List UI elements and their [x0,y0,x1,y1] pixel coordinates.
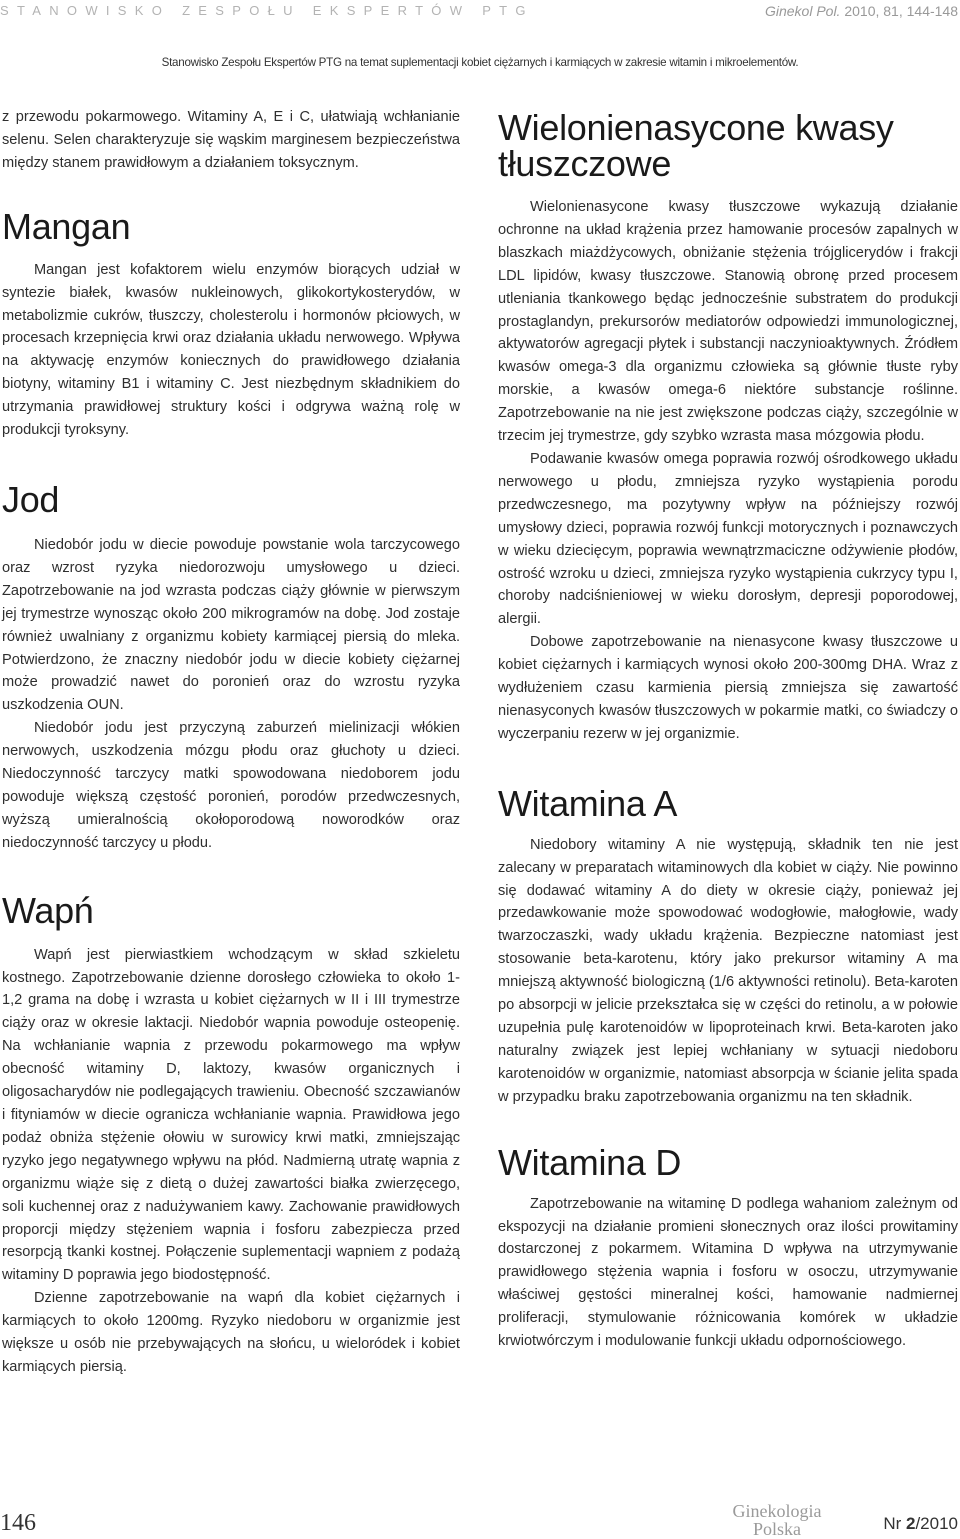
section-heading-witamina-d: Witamina D [498,1141,682,1183]
logo-line-1: Ginekologia [732,1501,822,1521]
journal-citation [765,3,958,19]
wnkt-paragraph-2: Podawanie kwasów omega poprawia rozwój ośrodkowego układu nerwowego u płodu, zmniejsza ryzyko wystąpienia porodu przedwczesnego, ma pozytywny wpływ na późniejszy rozwój umysłowy dzieci, poprawia rozwój funkcji motorycznych i poznawczych w wieku dziecięcym, poprawia wewnątrzmaciczne odżywienie płodów, ostrość wzroku u dzieci, zmniejsza ryzyko wystąpienia cukrzycy typu I, choroby nadciśnieniowej w wieku dorosłym, depresji poporodowej, alergii. [498,450,958,628]
jod-paragraph-1: Niedobór jodu w diecie powoduje powstanie wola tarczycowego oraz wzrost ryzyka niedorozwoju umysłowego u dzieci. Zapotrzebowanie na jod wzrasta podczas ciąży głównie w pierwszym jej trymestrze wynosząc około 200 mikrogramów na dobę. Jod zostaje również uwalniany z organizmu kobiety karmiącej piersią do mleka. Potwierdzono, że znaczny niedobór jodu w diecie kobiety ciężarnej może prowadzić nawet do poronień oraz do wzrostu ryzyka uszkodzenia OUN. [2,536,460,714]
section-heading-wnkt: Wielonienasycone kwasy tłuszczowe [498,107,894,184]
journal-logo [716,1502,838,1538]
issue-number-value: 2 [905,1514,916,1533]
article-subtitle: Stanowisko Zespołu Ekspertów PTG na temat suplementacji kobiet ciężarnych i karmiących w zakresie witamin i mikroelementów. [161,56,799,69]
mangan-paragraph: Mangan jest kofaktorem wielu enzymów biorących udział w syntezie białek, kwasów nukleinowych, glikokortykosterydów, w metabolizmie cukrów, tłuszczy, cholesterolu i hormonów płciowych, w procesach krzepnięcia krwi oraz działania układu nerwowego. Wpływa na aktywację enzymów koniecznych do prawidłowego działania biotyny, witaminy B1 i witaminy C. Jest niezbędnym składnikiem do utrzymania prawidłowej struktury kości i odgrywa ważną rolę w produkcji tyroksyny. [2,261,460,439]
section-heading-jod: Jod [2,478,60,520]
issue-year: /2010 [915,1514,958,1533]
running-title: STANOWISKO ZESPOŁU EKSPERTÓW PTG [0,3,534,18]
wnkt-paragraph-3: Dobowe zapotrzebowanie na nienasycone kwasy tłuszczowe u kobiet ciężarnych i karmiących wynosi około 200-300mg DHA. Wraz z wydłużeniem czasu karmienia piersią zmniejsza się zawartość nienasyconych kwasów tłuszczowych w pokarmie matki, co świadczy o wyczerpaniu rezerw w jej organizmie. [498,634,958,742]
issue-number [883,1514,958,1534]
citation-details: 2010, 81, 144-148 [840,3,958,19]
intro-paragraph: z przewodu pokarmowego. Witaminy A, E i C, ułatwiają wchłanianie selenu. Selen charakteryzuje się wąskim marginesem bezpieczeństwa między stanem prawidłowym a działaniem toksycznym. [2,109,460,171]
witamina-d-paragraph: Zapotrzebowanie na witaminę D podlega wahaniom zależnym od ekspozycji na działanie promieni słonecznych oraz ilości prowitaminy dostarczonej z pokarmem. Witamina D wpływa na utrzymywanie prawidłowego stężenia wapnia i fosforu w osoczu, utrzymywanie właściwej gęstości mineralnej kości, hamowanie nadmiernej proliferacji, stymulowanie różnicowania komórek w układzie krwiotwórczym i modulowanie funkcji układu odpornościowego. [498,1195,958,1350]
section-heading-mangan: Mangan [2,205,131,247]
right-column [498,107,958,1353]
section-heading-wapn: Wapń [2,889,94,931]
jod-paragraph-2: Niedobór jodu jest przyczyną zaburzeń mielinizacji włókien nerwowych, uszkodzenia mózgu płodu oraz głuchoty u dzieci. Niedoczynność tarczycy matki spowodowana niedoborem jodu powoduje większą częstość poronień, porodów przedwczesnych, wyższą umieralnością okołoporodową noworodków oraz niedoczynność tarczycy u płodu. [2,720,460,851]
left-column [2,106,460,1379]
wapn-paragraph-1: Wapń jest pierwiastkiem wchodzącym w skład szkieletu kostnego. Zapotrzebowanie dzienne dorosłego człowieka to około 1-1,2 grama na dobę i wzrasta u kobiet ciężarnych w II i III trymestrze ciąży oraz w okresie laktacji. Niedobór wapnia powoduje osteopenię. Na wchłanianie wapnia z przewodu pokarmowego ma wpływ obecność witaminy D, laktozy, kwasów organicznych i oligosacharydów nie podlegających trawieniu. Obecność szczawianów i fityniamów w diecie ogranicza wchłanianie wapnia. Prawidłowa jego podaż obniża stężenie ołowiu w surowicy krwi matki, zmniejszając ryzyko jego negatywnego wpływu na płód. Nadmierną utratę wapnia z organizmu wiąże się z dietą o dużej zawartości białka zwierzęcego, soli kuchennej oraz z nadużywaniem kawy. Zachowanie prawidłowych proporcji między stężeniem wapnia i fosforu zabezpiecza przed resorpcją tkanki kostnej. Połączenie suplementacji wapniem z podażą witaminy D poprawia jego biodostępność. [2,946,460,1284]
page-number: 146 [0,1510,36,1536]
journal-name: Ginekol Pol. [764,3,841,19]
section-heading-witamina-a: Witamina A [498,782,678,824]
witamina-a-paragraph: Niedobory witaminy A nie występują, składnik ten nie jest zalecany w preparatach witaminowych dla kobiet w ciąży. Nie powinno się dodawać witaminy A do diety w okresie ciąży, ponieważ jej przedawkowanie może spowodować wodogłowie, małogłowie, wady twarzoczaszki, wady układu krążenia. Bezpieczne natomiast jest stosowanie beta-karotenu, który jako prekursor witaminy A ma mniejszą aktywność biologiczną (1/6 aktywności retinolu). Beta-karoten po absorpcji w jelicie przekształca się w części do retinolu, a w połowie uzupełnia pulę karotenoidów w lipoproteinach krwi. Beta-karoten jako naturalny związek jest lepiej wchłaniany w sytuacji niedoboru karotenoidów w organizmie, natomiast absorpcja w ścianie jelita spada w przypadku braku zapotrzebowania organizmu na ten składnik. [498,836,958,1105]
issue-prefix: Nr [883,1514,906,1533]
wapn-paragraph-2: Dzienne zapotrzebowanie na wapń dla kobiet ciężarnych i karmiących to około 1200mg. Ryzyko niedoboru w organizmie jest większe u osób nie przebywających na słońcu, u wieloródek i kobiet karmiących piersią. [2,1290,460,1375]
wnkt-paragraph-1: Wielonienasycone kwasy tłuszczowe wykazują działanie ochronne na układ krążenia przez hamowanie procesów zapalnych w blaszkach miażdżycowych, obniżanie stężenia trójglicerydów i frakcji LDL lipidów, kwasy tłuszczowe. Stanowią obronę przed procesem utleniania tkankowego będąc jednocześnie substratem do produkcji prostaglandyn, prekursorów mediatorów odpowiedzi immunologicznej, aktywatorów agregacji płytek i substancji naczynioaktywnych. Źródłem kwasów omega-3 dla organizmu człowieka są głównie tłuste ryby morskie, a kwasów omega-6 niektóre substancje roślinne. Zapotrzebowanie na nie jest zwiększone podczas ciąży, szczególnie w trzecim jej trymestrze, gdy szybko wzrasta masa mózgowia płodu. [498,199,958,445]
logo-line-2: Polska [752,1519,801,1539]
